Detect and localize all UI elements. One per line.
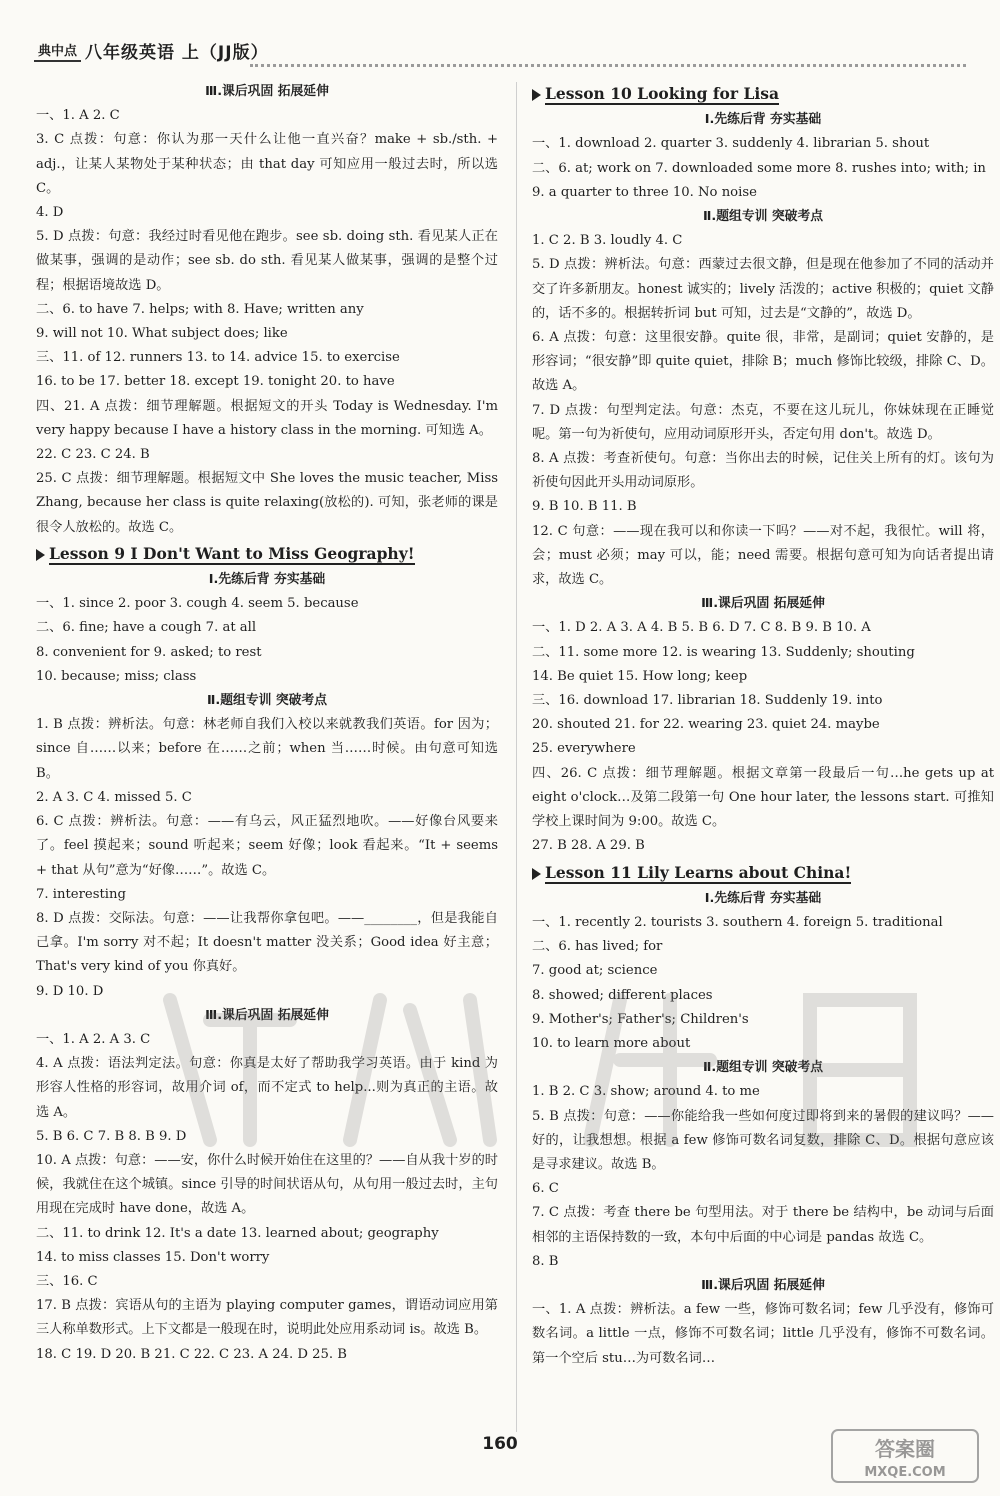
answer-line: 四、21. A 点拨：细节理解题。根据短文的开头 Today is Wednesday. I'm very happy because I have a history class in the morning. 可知选 A。 — [36, 398, 498, 438]
answer-line: 5. D 点拨：辨析法。句意：西蒙过去很文静，但是现在他参加了不同的活动并交了许多新朋友。honest 诚实的；lively 活泼的；active 积极的；quiet 文静的，话不多的。根据转折词 but 可知，过去是“文静的”，故选 D。 — [532, 257, 994, 321]
answer-line: 1. B 2. C 3. show; around 4. to me — [532, 1084, 760, 1100]
answer-line: 20. shouted 21. for 22. wearing 23. quiet 24. maybe — [532, 717, 880, 733]
column-divider — [516, 82, 517, 1432]
answer-line: 25. C 点拨：细节理解题。根据短文中 She loves the music teacher, Miss Zhang, because her class is quite relaxing(放松的). 可知，张老师的课是很令人放松的。故选 C。 — [36, 471, 498, 535]
watermark-large-icon — [150, 960, 970, 1160]
page-number: 160 — [482, 1434, 518, 1454]
lesson-title — [532, 82, 994, 106]
answer-line: 14. to miss classes 15. Don't worry — [36, 1249, 270, 1265]
answer-line: 一、1. A 2. C — [36, 108, 120, 124]
lesson-title-text: Lesson 10 Looking for Lisa — [545, 84, 780, 103]
answer-line: 1. B 点拨：辨析法。句意：林老师自我们入校以来就教我们英语。for 因为；since 自……以来；before 在……之前；when 当……时候。由句意可知选 B。 — [36, 717, 498, 781]
answer-line: 一、1. A 点拨：辨析法。a few 一些，修饰可数名词；few 几乎没有，修饰可数名词。a little 一点，修饰不可数名词；little 几乎没有，修饰不可数名词。第一个空后 stu…为可数名词… — [532, 1302, 994, 1366]
answer-line: 8. D 点拨：交际法。句意：——让我帮你拿包吧。——________，但是我能自己拿。I'm sorry 对不起；It doesn't matter 没关系；Good idea 好主意；That's very kind of you 你真好。 — [36, 910, 498, 975]
answer-line: 三、11. of 12. runners 13. to 14. advice 15. to exercise — [36, 350, 400, 366]
answer-line: 8. A 点拨：考查祈使句。句意：当你出去的时候，记住关上所有的灯。该句为祈使句因此开头用动词原形。 — [532, 451, 994, 491]
answer-line: 27. B 28. A 29. B — [532, 838, 645, 854]
section-heading: Ⅲ.课后巩固 拓展延伸 — [701, 596, 825, 612]
answer-line: 2. A 3. C 4. missed 5. C — [36, 789, 192, 805]
answer-line: 二、11. some more 12. is wearing 13. Suddenly; shouting — [532, 644, 915, 660]
answer-line: 10. A 点拨：句意：——安，你什么时候开始住在这里的？——自从我十岁的时候，我就住在这个城镇。since 引导的时间状语从句，从句用一般过去时，主句用现在完成时 have done，故选 A。 — [36, 1152, 498, 1217]
section-heading: Ⅰ.先练后背 夯实基础 — [208, 572, 326, 588]
header-dotted-rule — [250, 64, 966, 67]
answer-line: 12. C 句意：——现在我可以和你读一下吗？——对不起，我很忙。will 将，会；must 必须；may 可以，能；need 需要。根据句意可知为向话者提出请求，故选 C。 — [532, 523, 994, 588]
section-heading: Ⅲ.课后巩固 拓展延伸 — [701, 1277, 825, 1293]
lesson-title-text: Lesson 11 Lily Learns about China! — [545, 862, 852, 882]
answer-line: 5. B 6. C 7. B 8. B 9. D — [36, 1128, 187, 1144]
watermark-url: MXQE.COM — [864, 1465, 946, 1480]
triangle-bullet-icon — [532, 868, 541, 880]
answer-line: 8. B — [532, 1253, 559, 1269]
answer-line: 四、26. C 点拨：细节理解题。根据文章第一段最后一句…he gets up at eight o'clock…及第二段第一句 One hour later, the lessons start. 可推知学校上课时间为 9:00。故选 C。 — [532, 765, 994, 830]
answer-line: 7. D 点拨：句型判定法。句意：杰克，不要在这儿玩儿，你妹妹现在正睡觉呢。第一句为祈使句，应用动词原形开头，否定句用 don't。故选 D。 — [532, 402, 994, 442]
lesson-title — [532, 861, 994, 885]
answer-line: 4. D — [36, 205, 64, 221]
answer-line: 9. B 10. B 11. B — [532, 499, 637, 515]
answer-line: 5. D 点拨：句意：我经过时看见他在跑步。see sb. doing sth. 看见某人正在做某事，强调的是动作；see sb. do sth. 看见某人做某事，强调的是整个过程；根据语境故选 D。 — [36, 229, 498, 293]
answer-line: 9. a quarter to three 10. No noise — [532, 184, 757, 200]
watermark-logo-icon — [830, 1428, 980, 1484]
answer-line: 8. showed; different places — [532, 987, 713, 1003]
watermark-text: 答案圈 — [875, 1437, 935, 1461]
triangle-bullet-icon — [532, 89, 541, 101]
book-logo: 典中点 — [34, 38, 81, 62]
right-column — [532, 80, 994, 1371]
answer-line: 6. C — [532, 1181, 559, 1197]
answer-line: 9. will not 10. What subject does; like — [36, 326, 288, 342]
section-heading: Ⅱ.题组专训 突破考点 — [702, 209, 824, 225]
answer-line: 6. C 点拨：辨析法。句意：——有乌云，风正猛烈地吹。——好像台风要来了。feel 摸起来；sound 听起来；seem 好像；look 看起来。“It + seems + that 从句”意为“好像……”。故选 C。 — [36, 814, 498, 878]
lesson-title — [36, 542, 498, 566]
answer-line: 22. C 23. C 24. B — [36, 447, 150, 463]
answer-line: 16. to be 17. better 18. except 19. tonight 20. to have — [36, 374, 395, 390]
answer-line: 二、11. to drink 12. It's a date 13. learned about; geography — [36, 1225, 439, 1241]
answer-line: 二、6. fine; have a cough 7. at all — [36, 620, 257, 636]
answer-line: 3. C 点拨：句意：你认为那一天什么让他一直兴奋？make + sb./sth. + adj.，让某人某物处于某种状态；由 that day 可知应用一般过去时，所以选 C。 — [36, 132, 498, 196]
triangle-bullet-icon — [36, 549, 45, 561]
answer-line: 4. A 点拨：语法判定法。句意：你真是太好了帮助我学习英语。由于 kind 为形容人性格的形容词，故用介词 of，而不定式 to help...则为真正的主语。故选 A。 — [36, 1056, 498, 1120]
answer-line: 一、1. since 2. poor 3. cough 4. seem 5. because — [36, 596, 359, 612]
answer-line: 5. B 点拨：句意：——你能给我一些如何度过即将到来的暑假的建议吗？——好的，让我想想。根据 a few 修饰可数名词复数，排除 C、D。根据句意应该是寻求建议。故选 B。 — [532, 1108, 994, 1172]
page-header — [34, 32, 966, 68]
answer-line: 7. good at; science — [532, 963, 658, 979]
answer-line: 10. to learn more about — [532, 1035, 691, 1051]
answer-line: 1. C 2. B 3. loudly 4. C — [532, 233, 683, 249]
section-heading: Ⅱ.题组专训 突破考点 — [206, 693, 328, 709]
section-heading: Ⅲ.课后巩固 拓展延伸 — [205, 84, 329, 99]
section-heading: Ⅰ.先练后背 夯实基础 — [704, 890, 822, 906]
answer-line: 一、1. A 2. A 3. C — [36, 1031, 151, 1047]
answer-line: 一、1. recently 2. tourists 3. southern 4. foreign 5. traditional — [532, 914, 943, 930]
header-title: 八年级英语 上（JJ版） — [85, 42, 269, 63]
answer-line: 10. because; miss; class — [36, 668, 197, 684]
answer-line: 二、6. to have 7. helps; with 8. Have; written any — [36, 301, 364, 317]
answer-line: 二、6. has lived; for — [532, 939, 663, 955]
answer-line: 三、16. download 17. librarian 18. Suddenly 19. into — [532, 693, 883, 709]
section-heading: Ⅱ.题组专训 突破考点 — [702, 1060, 824, 1076]
answer-line: 25. everywhere — [532, 741, 636, 757]
answer-line: 三、16. C — [36, 1273, 98, 1289]
lesson-title-text: Lesson 9 I Don't Want to Miss Geography! — [49, 543, 415, 563]
section-heading: Ⅰ.先练后背 夯实基础 — [704, 112, 822, 128]
left-column — [36, 80, 498, 1367]
answer-line: 14. Be quiet 15. How long; keep — [532, 668, 748, 684]
section-heading: Ⅲ.课后巩固 拓展延伸 — [205, 1007, 329, 1023]
answer-line: 7. C 点拨：考查 there be 句型用法。对于 there be 结构中，be 动词与后面相邻的主语保持数的一致，本句中后面的中心词是 pandas 故选 C。 — [532, 1205, 994, 1245]
answer-line: 一、1. download 2. quarter 3. suddenly 4. librarian 5. shout — [532, 136, 930, 152]
answer-line: 18. C 19. D 20. B 21. C 22. C 23. A 24. D 25. B — [36, 1346, 347, 1362]
answer-line: 17. B 点拨：宾语从句的主语为 playing computer games，谓语动词应用第三人称单数形式。上下文都是一般现在时，说明此处应用系动词 is。故选 B。 — [36, 1298, 498, 1338]
answer-line: 9. Mother's; Father's; Children's — [532, 1011, 749, 1027]
answer-line: 二、6. at; work on 7. downloaded some more 8. rushes into; with; in — [532, 160, 986, 176]
answer-line: 6. A 点拨：句意：这里很安静。quite 很，非常，是副词；quiet 安静的，是形容词；“很安静”即 quite quiet，排除 B；much 修饰比较级，排除 C、D。故选 A。 — [532, 330, 994, 394]
answer-line: 一、1. D 2. A 3. A 4. B 5. B 6. D 7. C 8. B 9. B 10. A — [532, 620, 871, 636]
answer-line: 8. convenient for 9. asked; to rest — [36, 644, 262, 660]
answer-line: 9. D 10. D — [36, 983, 104, 999]
answer-line: 7. interesting — [36, 886, 126, 902]
